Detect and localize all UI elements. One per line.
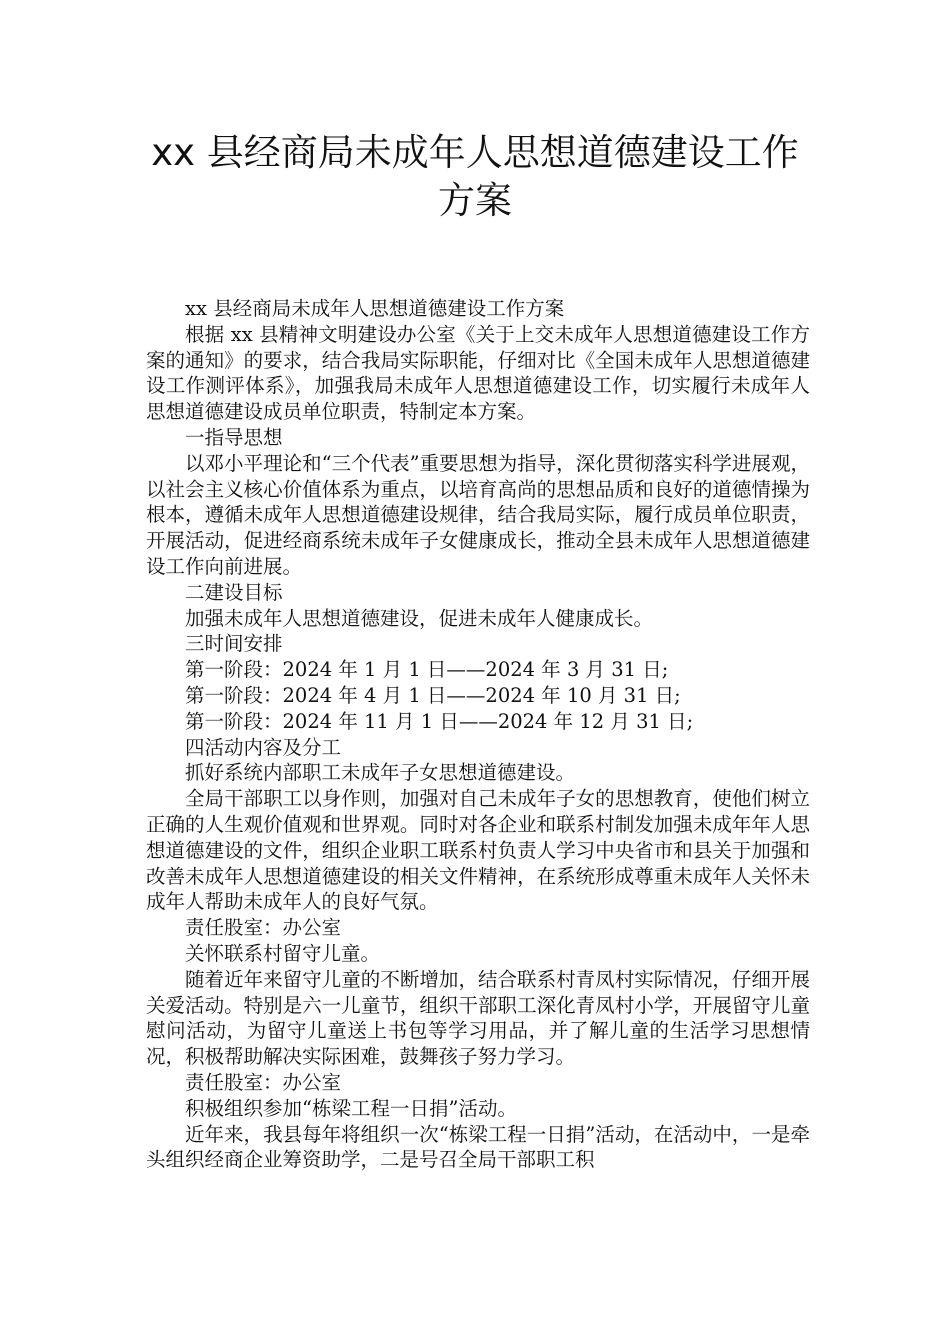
section-heading-guiding-thought: 一指导思想 [185, 425, 283, 449]
body-paragraph-goals: 加强未成年人思想道德建设，促进未成年人健康成长。 [185, 606, 654, 630]
section-heading-activities: 四活动内容及分工 [185, 735, 342, 759]
schedule-item-2: 第一阶段：2024 年 4 月 1 日——2024 年 10 月 31 日; [185, 683, 681, 707]
activity-1-title: 抓好系统内部职工未成年子女思想道德建设。 [185, 761, 576, 785]
body-paragraph-doc-name: xx 县经商局未成年人思想道德建设工作方案 [185, 297, 565, 320]
activity-1-responsible: 责任股室：办公室 [185, 916, 342, 940]
document-body [146, 296, 810, 1173]
activity-2-body: 随着近年来留守儿童的不断增加，结合联系村青凤村实际情况，仔细开展关爱活动。特别是六一儿童节，组织干部职工深化青凤村小学，开展留守儿童慰问活动，为留守儿童送上书包等学习用品，并了解儿童的生活学习思想情况，积极帮助解决实际困难，鼓舞孩子努力学习。 [146, 967, 810, 1069]
section-heading-goals: 二建设目标 [185, 580, 283, 604]
section-heading-schedule: 三时间安排 [185, 632, 283, 656]
document-title-line-2: 方案 [438, 179, 512, 222]
activity-3-body: 近年来，我县每年将组织一次“栋梁工程一日捐”活动，在活动中，一是牵头组织经商企业筹资助学，二是号召全局干部职工积 [146, 1122, 810, 1172]
body-paragraph-guiding-thought: 以邓小平理论和“三个代表”重要思想为指导，深化贯彻落实科学进展观，以社会主义核心价值体系为重点，以培育高尚的思想品质和良好的道德情操为根本，遵循未成年人思想道德建设规律，结合我局实际，履行成员单位职责，开展活动，促进经商系统未成年子女健康成长，推动全县未成年人思想道德建设工作向前进展。 [146, 451, 810, 578]
activity-3-title: 积极组织参加“栋梁工程一日捐”活动。 [185, 1096, 517, 1120]
body-paragraph-intro: 根据 xx 县精神文明建设办公室《关于上交未成年人思想道德建设工作方案的通知》的要求，结合我局实际职能，仔细对比《全国未成年人思想道德建设工作测评体系》，加强我局未成年人思想道德建设工作，切实履行未成年人思想道德建设成员单位职责，特制定本方案。 [146, 322, 810, 424]
activity-1-body: 全局干部职工以身作则，加强对自己未成年子女的思想教育，使他们树立正确的人生观价值观和世界观。同时对各企业和联系村制发加强未成年年人思想道德建设的文件，组织企业职工联系村负责人学习中央省市和县关于加强和改善未成年人思想道德建设的相关文件精神，在系统形成尊重未成年人关怀未成年人帮助未成年人的良好气氛。 [146, 787, 810, 914]
document-title-line-1: xx 县经商局未成年人思想道德建设工作 [151, 131, 799, 174]
schedule-item-3: 第一阶段：2024 年 11 月 1 日——2024 年 12 月 31 日; [185, 709, 694, 733]
activity-2-responsible: 责任股室：办公室 [185, 1070, 342, 1094]
activity-2-title: 关怀联系村留守儿童。 [185, 941, 381, 965]
schedule-item-1: 第一阶段：2024 年 1 月 1 日——2024 年 3 月 31 日; [185, 658, 669, 682]
